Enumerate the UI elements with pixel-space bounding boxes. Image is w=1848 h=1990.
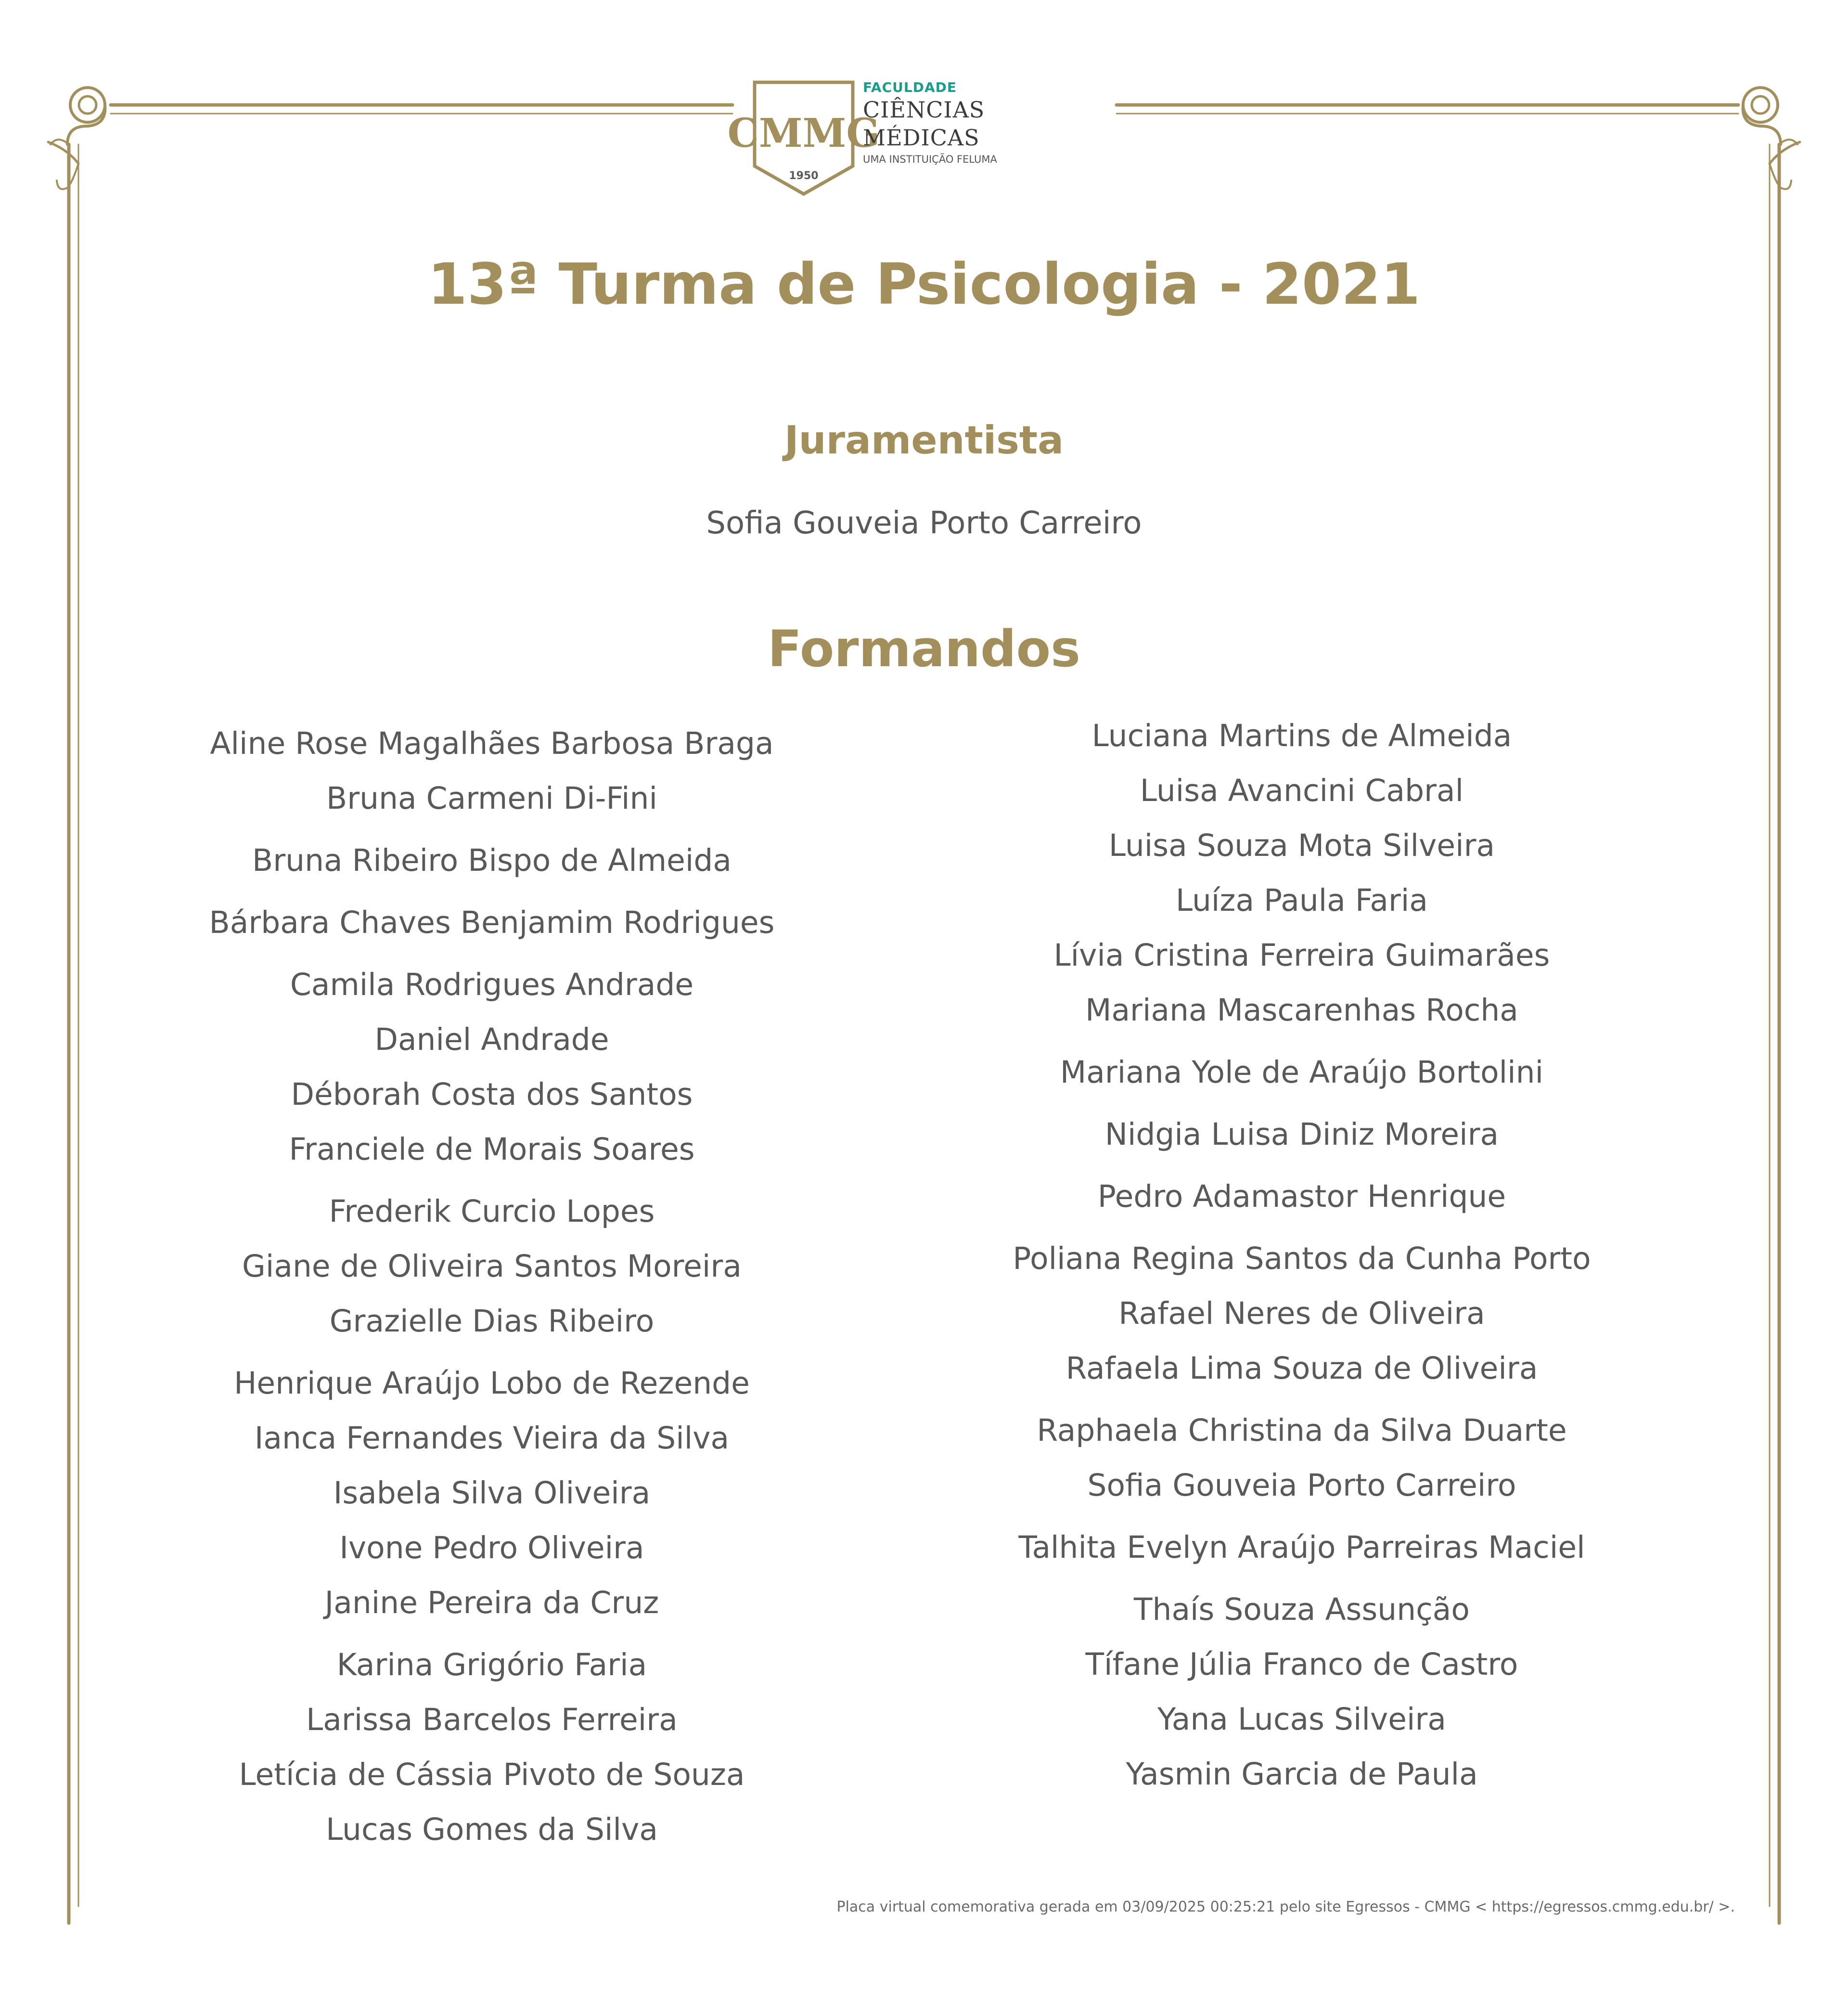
list-item: Henrique Araújo Lobo de Rezende <box>234 1366 750 1401</box>
list-item: Nidgia Luisa Diniz Moreira <box>1104 1117 1499 1152</box>
list-item: Yasmin Garcia de Paula <box>1126 1757 1478 1792</box>
juramentista-name: Sofia Gouveia Porto Carreiro <box>706 505 1142 541</box>
list-item: Pedro Adamastor Henrique <box>1097 1179 1506 1214</box>
list-item: Rafael Neres de Oliveira <box>1118 1296 1485 1331</box>
logo-wordmark <box>863 79 1094 167</box>
list-item: Bruna Carmeni Di-Fini <box>326 781 657 816</box>
list-item: Raphaela Christina da Silva Duarte <box>1037 1413 1567 1448</box>
generation-footer: Placa virtual comemorativa gerada em 03/09/2025 00:25:21 pelo site Egressos - CMMG < https://egressos.cmmg.edu.br/ >. <box>836 1899 1735 1915</box>
page-title: 13ª Turma de Psicologia - 2021 <box>427 251 1421 317</box>
list-item: Letícia de Cássia Pivoto de Souza <box>239 1757 745 1792</box>
list-item: Luíza Paula Faria <box>1175 883 1428 918</box>
list-item: Lívia Cristina Ferreira Guimarães <box>1053 938 1550 973</box>
juramentista-heading: Juramentista <box>784 418 1064 463</box>
list-item: Franciele de Morais Soares <box>289 1132 695 1167</box>
list-item: Mariana Yole de Araújo Bortolini <box>1060 1055 1544 1090</box>
logo-faculdade: FACULDADE <box>863 79 957 95</box>
list-item: Ivone Pedro Oliveira <box>339 1530 644 1565</box>
list-item: Giane de Oliveira Santos Moreira <box>242 1249 742 1284</box>
list-item: Luciana Martins de Almeida <box>1091 718 1512 753</box>
list-item: Isabela Silva Oliveira <box>333 1475 651 1511</box>
list-item: Bárbara Chaves Benjamim Rodrigues <box>209 905 775 940</box>
list-item: Sofia Gouveia Porto Carreiro <box>1087 1468 1516 1503</box>
formandos-heading: Formandos <box>768 620 1080 678</box>
list-item: Bruna Ribeiro Bispo de Almeida <box>252 843 732 878</box>
list-item: Poliana Regina Santos da Cunha Porto <box>1013 1241 1591 1276</box>
list-item: Larissa Barcelos Ferreira <box>306 1702 678 1737</box>
institution-logo <box>727 79 1097 200</box>
list-item: Yana Lucas Silveira <box>1157 1702 1447 1737</box>
list-item: Talhita Evelyn Araújo Parreiras Maciel <box>1018 1530 1585 1565</box>
list-item: Lucas Gomes da Silva <box>326 1812 658 1847</box>
list-item: Janine Pereira da Cruz <box>324 1585 659 1620</box>
list-item: Daniel Andrade <box>374 1022 609 1057</box>
list-item: Rafaela Lima Souza de Oliveira <box>1065 1351 1538 1386</box>
emblem-year: 1950 <box>789 170 819 182</box>
list-item: Karina Grigório Faria <box>336 1647 647 1682</box>
list-item: Aline Rose Magalhães Barbosa Braga <box>210 726 774 761</box>
cmmg-emblem-icon <box>727 79 880 197</box>
list-item: Déborah Costa dos Santos <box>291 1077 693 1112</box>
logo-name: CIÊNCIAS MÉDICAS <box>863 97 985 151</box>
list-item: Thaís Souza Assunção <box>1134 1592 1470 1627</box>
emblem-letters: CMMG <box>727 110 880 156</box>
list-item: Camila Rodrigues Andrade <box>290 967 694 1002</box>
list-item: Tífane Júlia Franco de Castro <box>1085 1647 1518 1682</box>
list-item: Frederik Curcio Lopes <box>329 1194 655 1229</box>
logo-subtitle: UMA INSTITUIÇÃO FELUMA <box>863 154 997 165</box>
list-item: Luisa Avancini Cabral <box>1140 773 1464 808</box>
list-item: Mariana Mascarenhas Rocha <box>1085 993 1518 1028</box>
list-item: Ianca Fernandes Vieira da Silva <box>254 1421 730 1456</box>
list-item: Luisa Souza Mota Silveira <box>1108 828 1495 863</box>
list-item: Grazielle Dias Ribeiro <box>329 1304 654 1339</box>
